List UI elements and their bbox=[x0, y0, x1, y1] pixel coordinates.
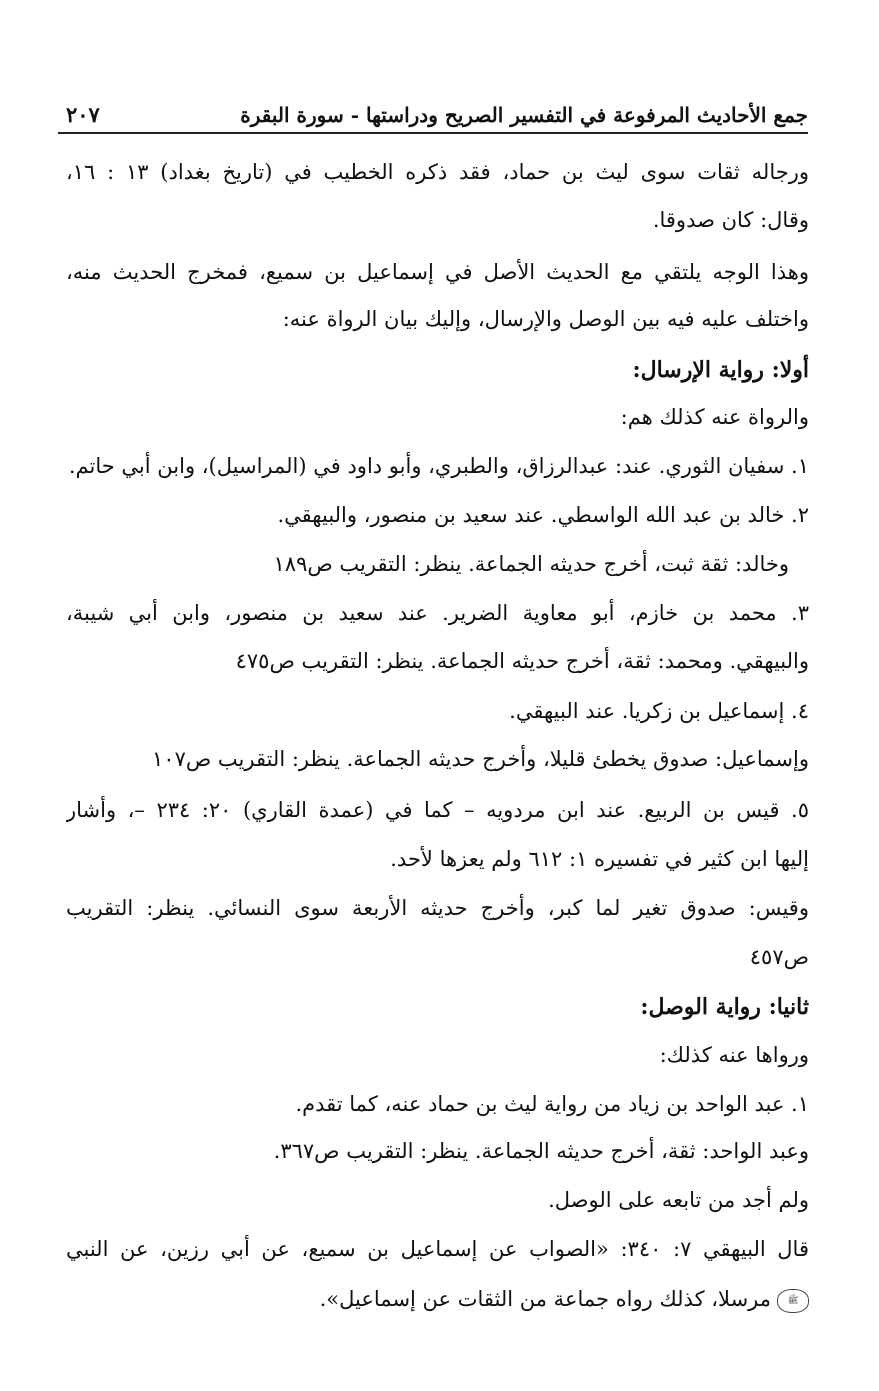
paragraph-line: وقيس: صدوق تغير لما كبر، وأخرج حديثه الأربعة سوى النسائي. ينظر: التقريب bbox=[66, 896, 809, 920]
paragraph-line: والبيهقي. ومحمد: ثقة، أخرج حديثه الجماعة. ينظر: التقريب ص٤٧٥ bbox=[235, 649, 809, 673]
header-title: جمع الأحاديث المرفوعة في التفسير الصريح ودراستها - سورة البقرة bbox=[240, 103, 808, 127]
paragraph-line: وإسماعيل: صدوق يخطئ قليلا، وأخرج حديثه الجماعة. ينظر: التقريب ص١٠٧ bbox=[152, 747, 809, 771]
paragraph-line: ص٤٥٧ bbox=[749, 945, 809, 969]
paragraph-line: ورجاله ثقات سوى ليث بن حماد، فقد ذكره الخطيب في (تاريخ بغداد) ١٣ : ١٦، bbox=[66, 160, 809, 184]
section-heading: ثانيا: رواية الوصل: bbox=[640, 994, 809, 1020]
list-item: ٢. خالد بن عبد الله الواسطي. عند سعيد بن منصور، والبيهقي. bbox=[277, 503, 809, 527]
list-item: ١. عبد الواحد بن زياد من رواية ليث بن حماد عنه، كما تقدم. bbox=[295, 1092, 809, 1116]
list-item: ٤. إسماعيل بن زكريا. عند البيهقي. bbox=[509, 699, 809, 723]
paragraph-line: وقال: كان صدوقا. bbox=[652, 208, 809, 232]
paragraph-line: ولم أجد من تابعه على الوصل. bbox=[548, 1188, 809, 1212]
paragraph-line: إليها ابن كثير في تفسيره ١: ٦١٢ ولم يعزها لأحد. bbox=[390, 847, 809, 871]
paragraph-line: واختلف عليه فيه بين الوصل والإرسال، وإليك بيان الرواة عنه: bbox=[282, 307, 809, 331]
paragraph-line: وعبد الواحد: ثقة، أخرج حديثه الجماعة. ينظر: التقريب ص٣٦٧. bbox=[273, 1139, 809, 1163]
line-text: مرسلا، كذلك رواه جماعة من الثقات عن إسماعيل». bbox=[319, 1287, 771, 1311]
paragraph-line: قال البيهقي ٧: ٣٤٠: «الصواب عن إسماعيل بن سميع، عن أبي رزين، عن النبي bbox=[66, 1237, 809, 1261]
paragraph-line: والرواة عنه كذلك هم: bbox=[620, 405, 809, 429]
paragraph-line: ورواها عنه كذلك: bbox=[659, 1043, 809, 1067]
salawat-ligature-icon: ﷺ bbox=[777, 1289, 809, 1313]
list-item: ٥. قيس بن الربيع. عند ابن مردويه – كما في (عمدة القاري) ٢٠: ٢٣٤ –، وأشار bbox=[66, 798, 809, 822]
paragraph-line: وخالد: ثقة ثبت، أخرج حديثه الجماعة. ينظر: التقريب ص١٨٩ bbox=[273, 552, 789, 576]
section-heading: أولا: رواية الإرسال: bbox=[632, 357, 809, 383]
paragraph-line: وهذا الوجه يلتقي مع الحديث الأصل في إسماعيل بن سميع، فمخرج الحديث منه، bbox=[66, 260, 809, 284]
page-number: ٢٠٧ bbox=[66, 102, 100, 127]
list-item: ٣. محمد بن خازم، أبو معاوية الضرير. عند سعيد بن منصور، وابن أبي شيبة، bbox=[66, 601, 809, 625]
paragraph-line bbox=[66, 1276, 809, 1322]
list-item: ١. سفيان الثوري. عند: عبدالرزاق، والطبري، وأبو داود في (المراسيل)، وابن أبي حاتم. bbox=[68, 454, 809, 478]
